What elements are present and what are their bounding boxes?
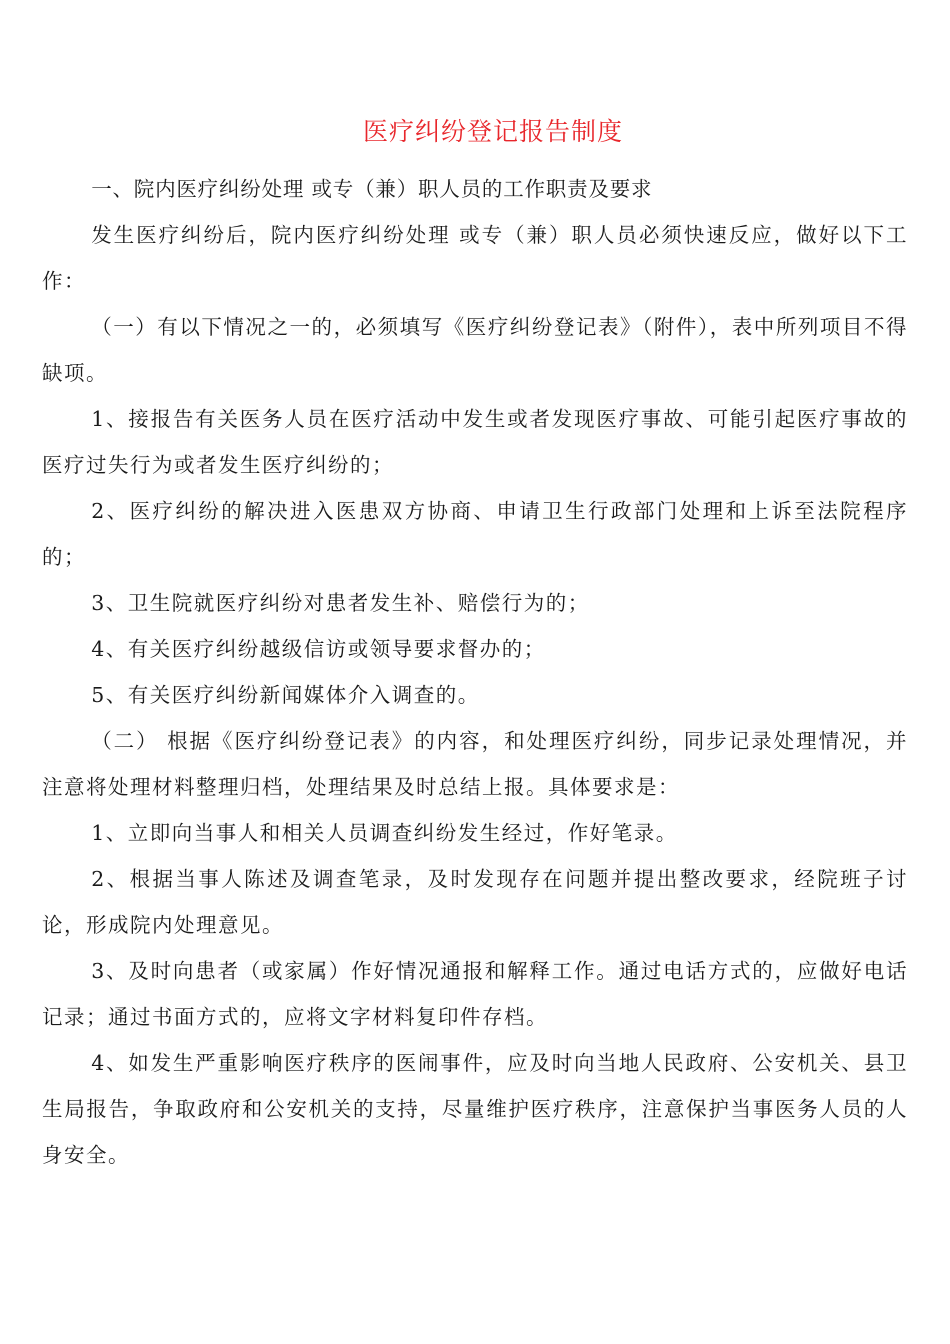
list-item-1: 1、接报告有关医务人员在医疗活动中发生或者发现医疗事故、可能引起医疗事故的医疗过失行为或者发生医疗纠纷的； <box>42 407 908 477</box>
requirement-item-3: 3、及时向患者（或家属）作好情况通报和解释工作。通过电话方式的，应做好电话记录；通过书面方式的，应将文字材料复印件存档。 <box>42 959 908 1029</box>
requirement-item-1: 1、立即向当事人和相关人员调查纠纷发生经过，作好笔录。 <box>91 821 678 845</box>
list-item-3: 3、卫生院就医疗纠纷对患者发生补、赔偿行为的； <box>91 591 590 615</box>
requirement-item-2: 2、根据当事人陈述及调查笔录，及时发现存在问题并提出整改要求，经院班子讨论，形成院内处理意见。 <box>42 867 908 937</box>
requirement-item-4: 4、如发生严重影响医疗秩序的医闹事件，应及时向当地人民政府、公安机关、县卫生局报告，争取政府和公安机关的支持，尽量维护医疗秩序，注意保护当事医务人员的人身安全。 <box>42 1051 908 1167</box>
intro-paragraph: 发生医疗纠纷后，院内医疗纠纷处理 或专（兼）职人员必须快速反应，做好以下工作： <box>42 223 908 293</box>
list-item-2: 2、医疗纠纷的解决进入医患双方协商、申请卫生行政部门处理和上诉至法院程序的； <box>42 499 908 569</box>
section-heading-1: 一、院内医疗纠纷处理 或专（兼）职人员的工作职责及要求 <box>91 177 653 201</box>
document-title: 医疗纠纷登记报告制度 <box>362 117 623 146</box>
subsection-heading-2: （二） 根据《医疗纠纷登记表》的内容，和处理医疗纠纷，同步记录处理情况，并注意将处理材料整理归档，处理结果及时总结上报。具体要求是： <box>42 729 908 799</box>
list-item-4: 4、有关医疗纠纷越级信访或领导要求督办的； <box>91 637 546 661</box>
subsection-heading-1: （一）有以下情况之一的，必须填写《医疗纠纷登记表》（附件），表中所列项目不得缺项。 <box>42 315 908 385</box>
list-item-5: 5、有关医疗纠纷新闻媒体介入调查的。 <box>91 683 480 707</box>
